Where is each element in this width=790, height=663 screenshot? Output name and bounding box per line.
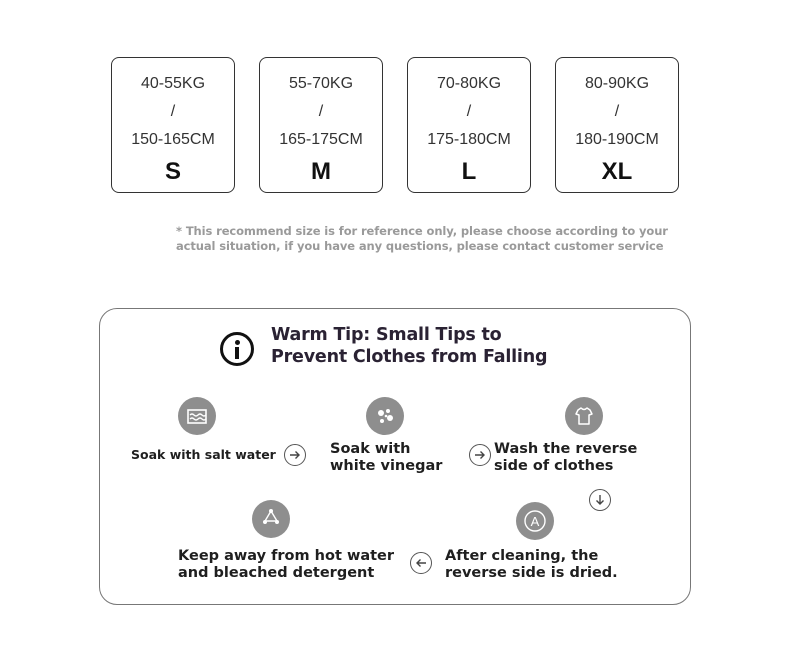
size-separator: / xyxy=(318,103,324,120)
arrow-down-icon xyxy=(589,489,611,511)
tip-title-line2: Prevent Clothes from Falling xyxy=(271,347,548,367)
arrow-left-icon xyxy=(410,552,432,574)
step-text: Soak with salt water xyxy=(131,447,276,462)
step-text: After cleaning, the xyxy=(445,548,599,564)
svg-text:A: A xyxy=(530,514,540,529)
size-separator: / xyxy=(466,103,472,120)
step-text: reverse side is dried. xyxy=(445,565,618,581)
step-text: Soak with xyxy=(330,441,411,457)
arrow-right-icon xyxy=(284,444,306,466)
size-disclaimer: * This recommend size is for reference only, please choose according to your actual situation, if you have any questions, please contact customer service xyxy=(176,224,668,253)
step-dried xyxy=(445,548,618,582)
size-card-s xyxy=(111,57,235,193)
size-weight: 70-80KG xyxy=(436,75,502,92)
size-card-xl xyxy=(555,57,679,193)
step-text: white vinegar xyxy=(330,458,443,474)
size-label: M xyxy=(311,158,331,185)
bubbles-icon xyxy=(366,397,404,435)
size-separator: / xyxy=(170,103,176,120)
size-weight: 40-55KG xyxy=(140,75,206,92)
size-label: S xyxy=(164,158,181,185)
size-height: 175-180CM xyxy=(427,131,511,148)
size-card-m xyxy=(259,57,383,193)
water-basin-icon xyxy=(178,397,216,435)
tshirt-icon xyxy=(565,397,603,435)
step-text: Keep away from hot water xyxy=(178,548,395,564)
info-icon xyxy=(220,332,254,366)
step-vinegar xyxy=(330,441,442,475)
size-separator: / xyxy=(614,103,620,120)
step-text: side of clothes xyxy=(494,458,614,474)
step-salt-water xyxy=(131,446,276,463)
size-weight: 55-70KG xyxy=(288,75,354,92)
size-label: L xyxy=(461,158,477,185)
step-reverse-wash xyxy=(494,441,637,475)
size-label: XL xyxy=(601,158,633,185)
tip-title-line1: Warm Tip: Small Tips to xyxy=(271,325,502,345)
size-weight: 80-90KG xyxy=(584,75,650,92)
dry-icon xyxy=(516,502,554,540)
size-card-l xyxy=(407,57,531,193)
arrow-right-icon xyxy=(469,444,491,466)
size-height: 150-165CM xyxy=(131,131,215,148)
step-text: and bleached detergent xyxy=(178,565,375,581)
recycle-icon xyxy=(252,500,290,538)
size-height: 180-190CM xyxy=(575,131,659,148)
step-text: Wash the reverse xyxy=(494,441,638,457)
size-height: 165-175CM xyxy=(279,131,363,148)
tip-title xyxy=(271,324,591,368)
step-keep-away xyxy=(178,548,394,582)
